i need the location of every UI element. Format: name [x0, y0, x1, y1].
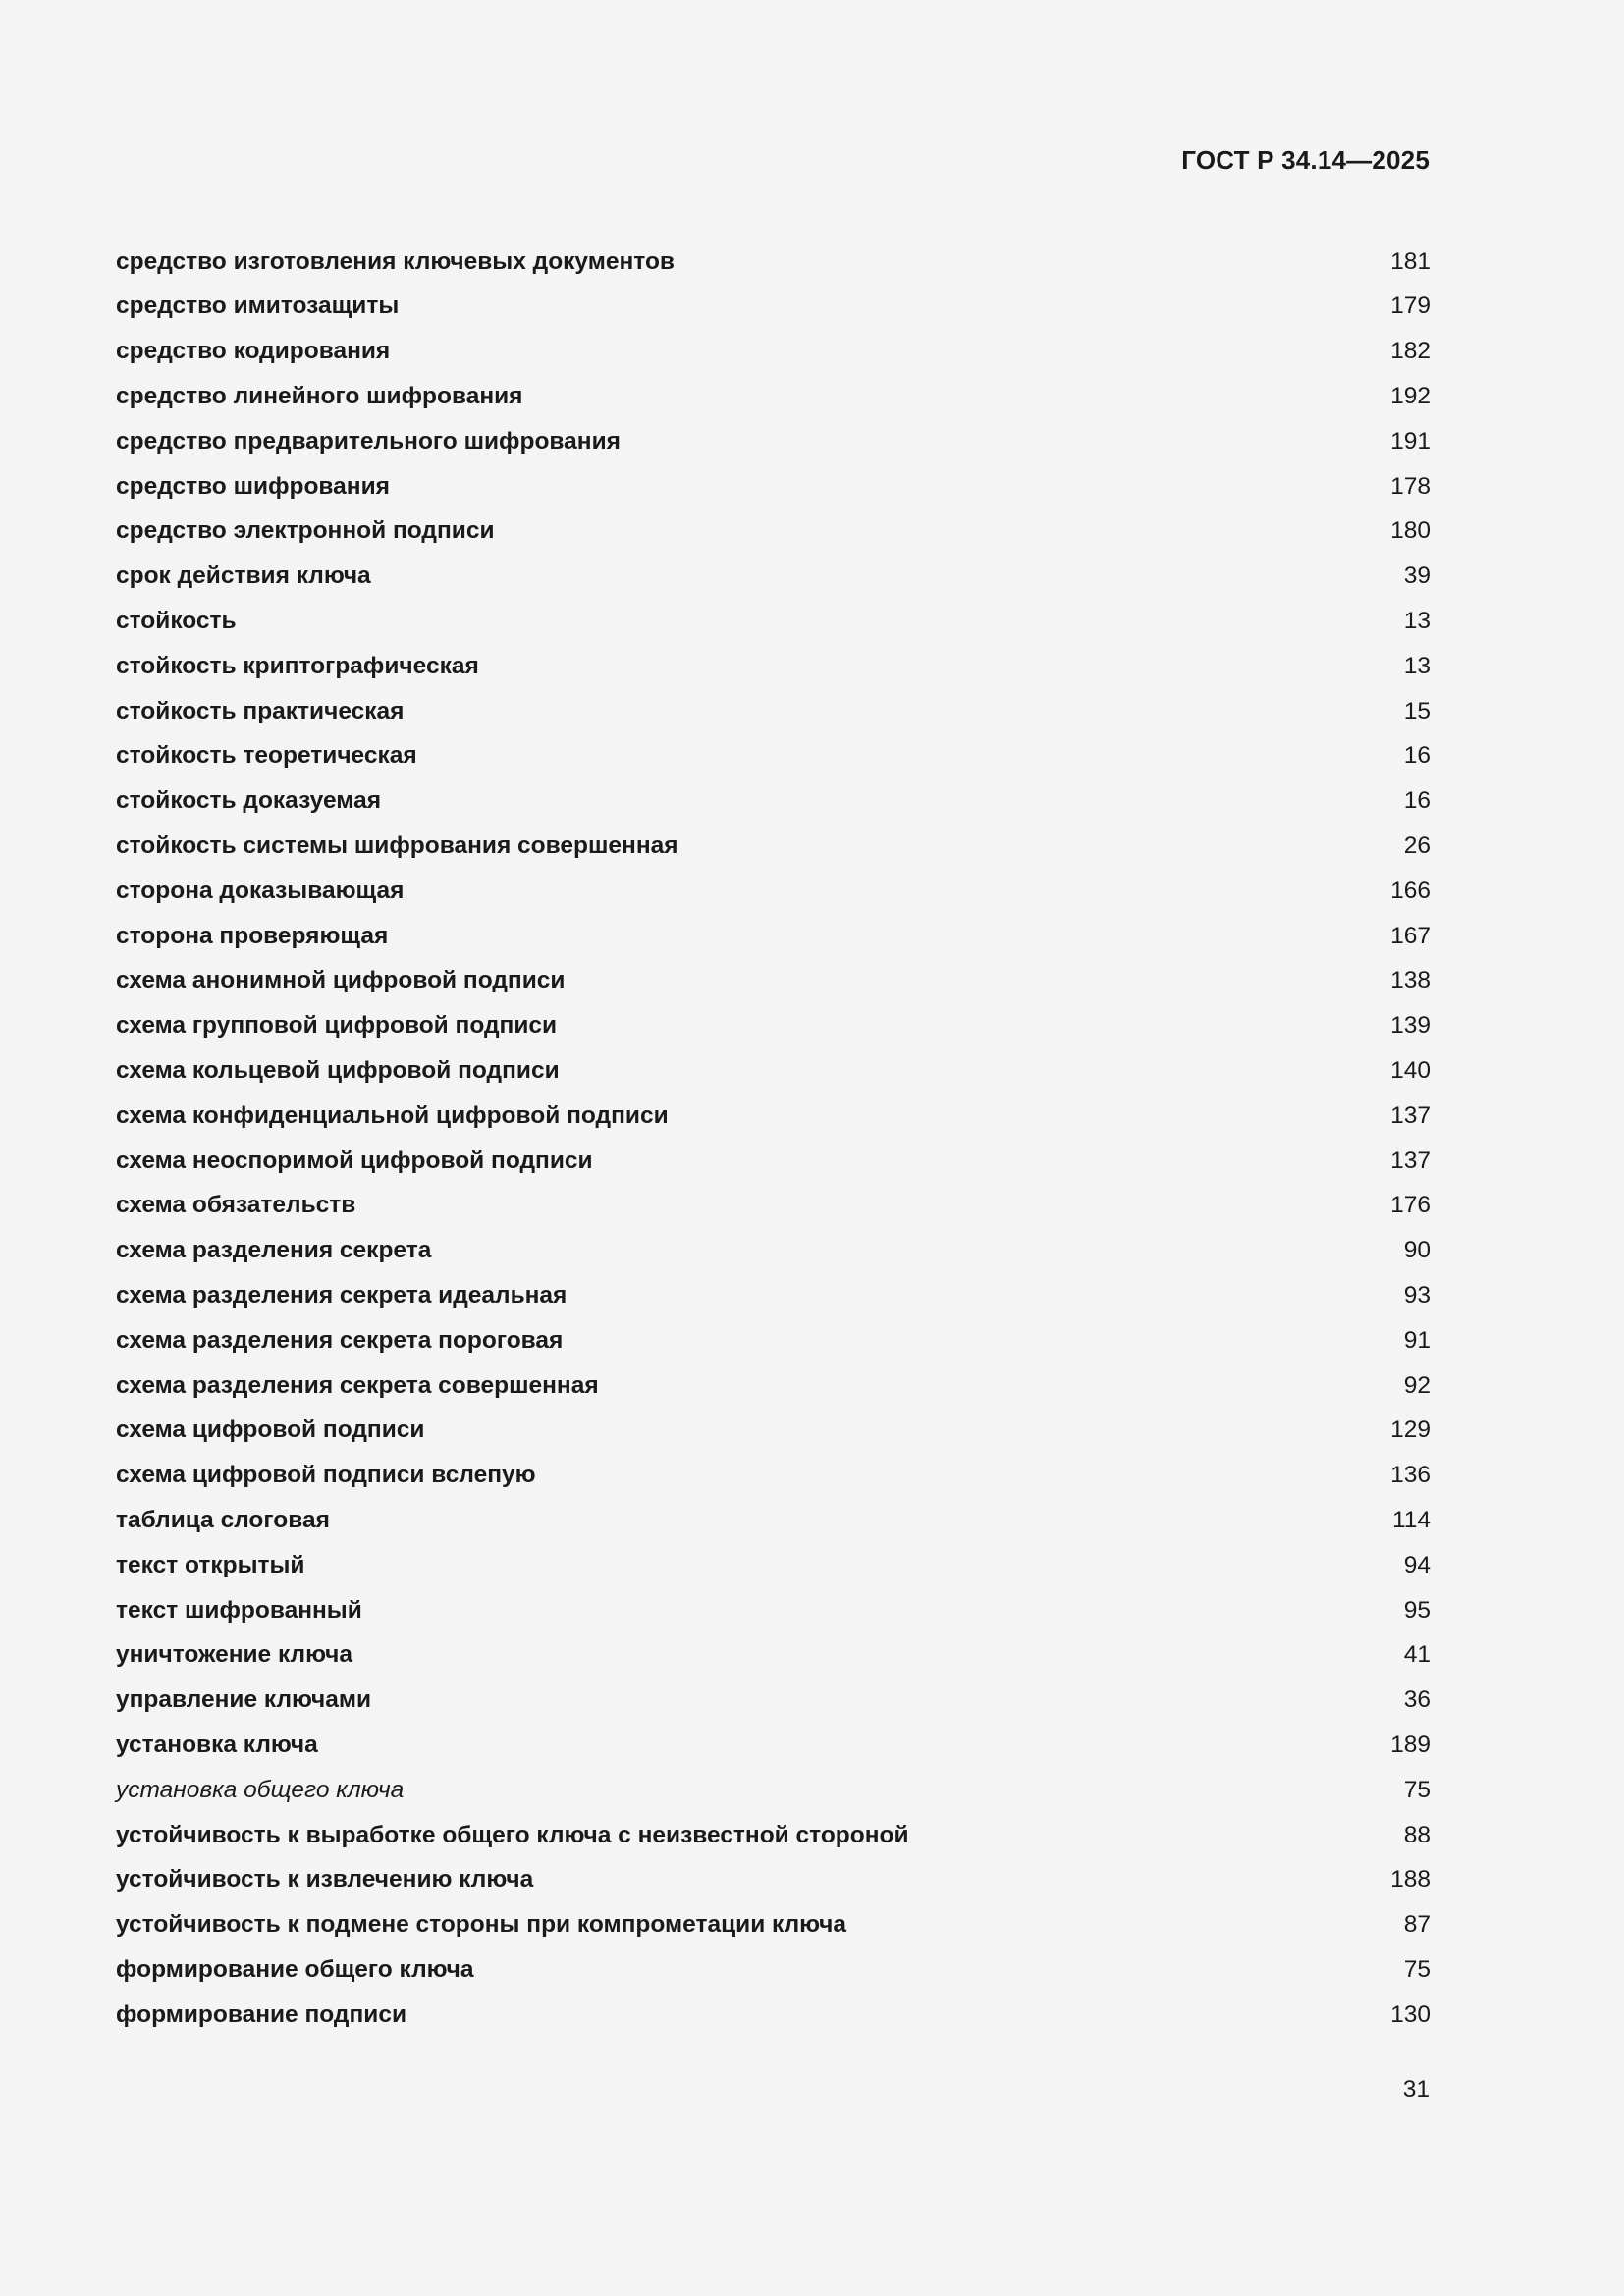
index-entry	[116, 240, 1431, 285]
index-term: схема цифровой подписи	[116, 1416, 425, 1444]
index-page-ref: 139	[1390, 1012, 1431, 1040]
index-entry	[116, 959, 1431, 1004]
index-term: средство кодирования	[116, 338, 391, 365]
index-page-ref: 94	[1403, 1551, 1431, 1578]
index-term: текст открытый	[116, 1551, 305, 1578]
index-page-ref: 36	[1403, 1686, 1431, 1714]
index-term: схема разделения секрета	[116, 1237, 432, 1264]
document-header: ГОСТ Р 34.14—2025	[1181, 145, 1430, 175]
index-term: стойкость системы шифрования совершенная	[116, 832, 678, 859]
index-page-ref: 189	[1390, 1731, 1431, 1758]
index-page-ref: 13	[1403, 608, 1431, 635]
index-page-ref: 114	[1391, 1506, 1431, 1533]
index-entry	[116, 1454, 1431, 1499]
index-page-ref: 181	[1390, 247, 1431, 275]
index-term: уничтожение ключа	[116, 1641, 352, 1669]
index-entry	[116, 464, 1431, 509]
index-entry	[116, 1948, 1431, 1993]
index-term: таблица слоговая	[116, 1506, 330, 1533]
index-entry	[116, 1409, 1431, 1454]
index-term: схема разделения секрета совершенная	[116, 1371, 599, 1399]
index-page-ref: 182	[1390, 338, 1431, 365]
index-term: схема групповой цифровой подписи	[116, 1012, 558, 1040]
index-term: сторона доказывающая	[116, 877, 405, 904]
index-page-ref: 87	[1403, 1911, 1431, 1939]
index-entry	[116, 1543, 1431, 1588]
index-entry	[116, 1229, 1431, 1274]
index-term: схема разделения секрета идеальная	[116, 1281, 568, 1308]
index-entry	[116, 419, 1431, 464]
index-term: схема обязательств	[116, 1192, 356, 1219]
index-term: устойчивость к извлечению ключа	[116, 1866, 534, 1894]
index-term: средство предварительного шифрования	[116, 427, 621, 454]
index-term: устойчивость к подмене стороны при компрометации ключа	[116, 1911, 847, 1939]
index-entry	[116, 1318, 1431, 1363]
index-entry	[116, 1273, 1431, 1318]
index-term: схема конфиденциальной цифровой подписи	[116, 1101, 669, 1129]
index-term: схема кольцевой цифровой подписи	[116, 1056, 560, 1084]
index-entry	[116, 330, 1431, 375]
index-term: установка ключа	[116, 1731, 318, 1758]
index-entry	[116, 1094, 1431, 1139]
page-number: 31	[1402, 2076, 1430, 2103]
index-term: управление ключами	[116, 1686, 372, 1714]
index-entry	[116, 1139, 1431, 1184]
index-term: устойчивость к выработке общего ключа с неизвестной стороной	[116, 1821, 909, 1848]
index-entry	[116, 1813, 1431, 1858]
index-term: стойкость криптографическая	[116, 652, 479, 679]
index-entry	[116, 1004, 1431, 1049]
index-page-ref: 88	[1403, 1821, 1431, 1848]
index-page-ref: 75	[1403, 1955, 1431, 1983]
index-page-ref: 167	[1390, 922, 1431, 949]
index-entry	[116, 734, 1431, 779]
index-entry	[116, 1768, 1431, 1813]
index-page-ref: 138	[1390, 967, 1431, 994]
index-term: схема неоспоримой цифровой подписи	[116, 1147, 593, 1174]
index-page-ref: 13	[1403, 652, 1431, 679]
index-entry	[116, 779, 1431, 825]
index-entry	[116, 914, 1431, 959]
index-entry	[116, 509, 1431, 555]
index-page-ref: 178	[1390, 472, 1431, 500]
index-entry	[116, 1633, 1431, 1679]
index-entry	[116, 599, 1431, 644]
index-entry	[116, 869, 1431, 914]
index-page-ref: 137	[1390, 1101, 1431, 1129]
index-page-ref: 179	[1390, 293, 1431, 320]
index-term: средство линейного шифрования	[116, 383, 523, 410]
index-page-ref: 91	[1403, 1326, 1431, 1354]
index-page-ref: 140	[1390, 1056, 1431, 1084]
index-entry	[116, 1679, 1431, 1724]
index-page-ref: 41	[1403, 1641, 1431, 1669]
index-page-ref: 92	[1403, 1371, 1431, 1399]
index-entry	[116, 1498, 1431, 1543]
index-page-ref: 90	[1403, 1237, 1431, 1264]
index-page-ref: 136	[1390, 1462, 1431, 1489]
index-page-ref: 95	[1403, 1596, 1431, 1624]
index-entry	[116, 1184, 1431, 1229]
index-page-ref: 15	[1403, 697, 1431, 724]
index-page-ref: 180	[1390, 517, 1431, 545]
index-entry	[116, 1588, 1431, 1633]
index-entry	[116, 1993, 1431, 2038]
index-term: средство имитозащиты	[116, 293, 400, 320]
index-term: стойкость	[116, 608, 237, 635]
index-term: схема разделения секрета пороговая	[116, 1326, 564, 1354]
index-entry	[116, 555, 1431, 600]
index-term: установка общего ключа	[116, 1776, 405, 1803]
index-page-ref: 192	[1390, 383, 1431, 410]
index-page-ref: 26	[1403, 832, 1431, 859]
index-page-ref: 16	[1403, 742, 1431, 770]
index-page-ref: 75	[1403, 1776, 1431, 1803]
index-page-ref: 93	[1403, 1281, 1431, 1308]
index-term: стойкость доказуемая	[116, 787, 382, 815]
index-page-ref: 16	[1403, 787, 1431, 815]
index-page-ref: 176	[1390, 1192, 1431, 1219]
index-term: средство изготовления ключевых документов	[116, 247, 675, 275]
index-term: сторона проверяющая	[116, 922, 389, 949]
index-entry	[116, 374, 1431, 419]
index-entry	[116, 285, 1431, 330]
index-page-ref: 129	[1390, 1416, 1431, 1444]
index-page-ref: 166	[1390, 877, 1431, 904]
index-entry	[116, 644, 1431, 689]
index-entry	[116, 1048, 1431, 1094]
index-term: формирование подписи	[116, 2001, 407, 2028]
index-entry	[116, 689, 1431, 734]
index-term: формирование общего ключа	[116, 1955, 474, 1983]
index-page-ref: 188	[1390, 1866, 1431, 1894]
index-entry	[116, 824, 1431, 869]
index-list	[116, 240, 1431, 2038]
index-term: схема анонимной цифровой подписи	[116, 967, 566, 994]
index-term: средство электронной подписи	[116, 517, 495, 545]
index-entry	[116, 1363, 1431, 1409]
index-term: средство шифрования	[116, 472, 390, 500]
index-page-ref: 191	[1390, 427, 1431, 454]
index-term: срок действия ключа	[116, 562, 371, 590]
index-term: текст шифрованный	[116, 1596, 362, 1624]
index-entry	[116, 1858, 1431, 1903]
index-entry	[116, 1723, 1431, 1768]
index-page-ref: 137	[1390, 1147, 1431, 1174]
index-term: стойкость практическая	[116, 697, 405, 724]
index-entry	[116, 1902, 1431, 1948]
index-term: схема цифровой подписи вслепую	[116, 1462, 536, 1489]
index-page-ref: 39	[1403, 562, 1431, 590]
index-term: стойкость теоретическая	[116, 742, 417, 770]
index-page-ref: 130	[1390, 2001, 1431, 2028]
